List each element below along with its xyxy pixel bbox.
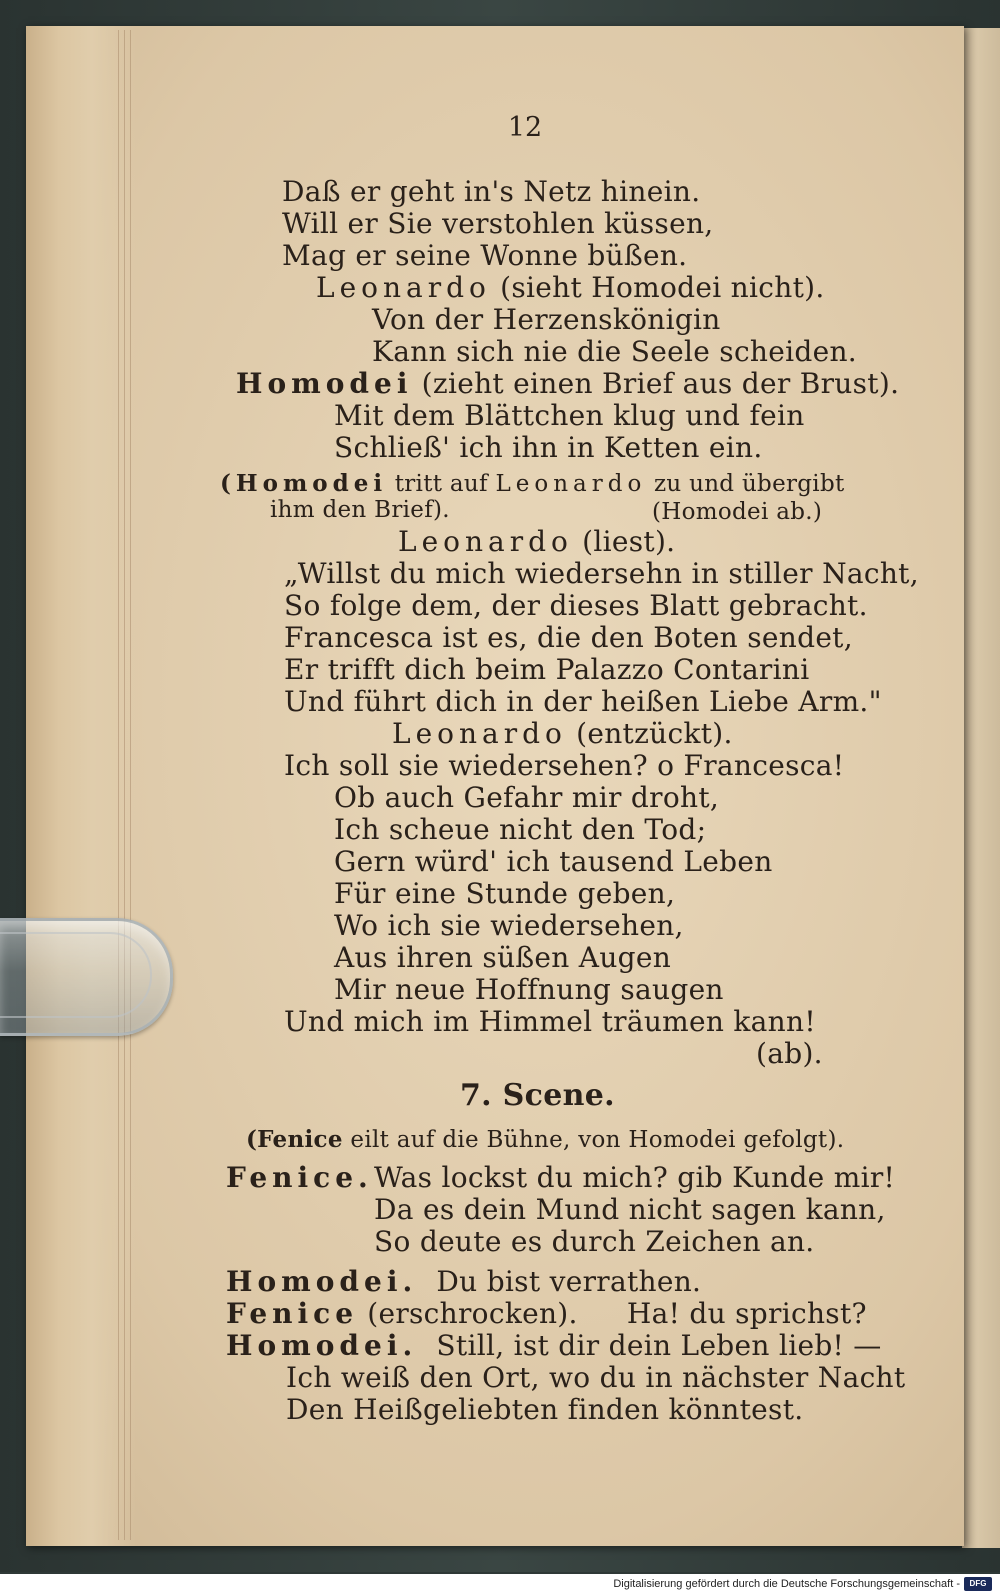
verse-line: Und führt dich in der heißen Liebe Arm.": [284, 685, 882, 718]
dialogue-line: [226, 1298, 867, 1330]
page-binding-shadow: [26, 26, 136, 1546]
speaker-name: Leonardo: [495, 471, 647, 497]
verse-line: Für eine Stunde geben,: [334, 877, 676, 910]
verse-line: So deute es durch Zeichen an.: [374, 1225, 815, 1258]
bookmark-clip-inner: [0, 932, 152, 1018]
stage-direction: (erschrocken).: [367, 1297, 578, 1330]
stage-direction-line: [246, 1124, 844, 1156]
adjacent-page-edge: [962, 28, 1000, 1548]
speaker-name: Homodei.: [226, 1329, 418, 1362]
stage-direction: eilt auf die Bühne, von Homodei gefolgt).: [350, 1127, 845, 1153]
digitization-footer: [0, 1574, 1000, 1596]
verse-line: Mag er seine Wonne büßen.: [282, 239, 688, 272]
speaker-name: Homodei: [236, 367, 413, 400]
speaker-name: Leonardo: [398, 525, 573, 558]
speaker-name: Homodei.: [226, 1265, 418, 1298]
stage-direction: (sieht Homodei nicht).: [500, 271, 825, 304]
stage-direction-line: ihm den Brief).: [270, 497, 450, 523]
page-edge-line: [118, 30, 119, 1540]
verse-line: Er trifft dich beim Palazzo Contarini: [284, 653, 810, 686]
verse-line: Was lockst du mich? gib Kunde mir!: [374, 1161, 896, 1194]
verse-line: „Willst du mich wiedersehn in stiller Nacht,: [284, 557, 919, 590]
stage-direction: tritt auf: [394, 471, 488, 497]
verse-line: Aus ihren süßen Augen: [334, 941, 672, 974]
footer-text: Digitalisierung gefördert durch die Deutsche Forschungsgemeinschaft -: [613, 1578, 960, 1590]
speaker-name: Leonardo: [392, 717, 567, 750]
page-edge-line: [130, 30, 131, 1540]
speaker-name: Fenice: [226, 1297, 359, 1330]
stage-direction: (liest).: [582, 525, 676, 558]
scene-heading: 7. Scene.: [460, 1078, 615, 1113]
dialogue-line: [226, 1266, 701, 1298]
verse-text: Ha! du sprichst?: [626, 1297, 867, 1330]
verse-text: Still, ist dir dein Leben lieb! —: [436, 1329, 882, 1362]
verse-text: Du bist verrathen.: [436, 1265, 702, 1298]
speaker-name: (Fenice: [246, 1126, 343, 1153]
stage-direction: zu und übergibt: [653, 471, 845, 497]
verse-line: Schließ' ich ihn in Ketten ein.: [334, 431, 763, 464]
speaker-name: Leonardo: [316, 271, 491, 304]
verse-line: Ich weiß den Ort, wo du in nächster Nacht: [286, 1361, 906, 1394]
verse-line: Ich scheue nicht den Tod;: [334, 813, 707, 846]
stage-direction-line: [236, 368, 899, 400]
verse-line: Den Heißgeliebten finden könntest.: [286, 1393, 804, 1426]
speaker-name: Fenice.: [226, 1161, 373, 1194]
stage-direction-line: (ab).: [756, 1037, 823, 1070]
verse-line: Mit dem Blättchen klug und fein: [334, 399, 805, 432]
stage-direction-line: [398, 526, 675, 558]
verse-line: Daß er geht in's Netz hinein.: [282, 175, 701, 208]
verse-line: Von der Herzenskönigin: [372, 303, 721, 336]
verse-line: Francesca ist es, die den Boten sendet,: [284, 621, 853, 654]
verse-line: Wo ich sie wiedersehen,: [334, 909, 684, 942]
verse-line: Will er Sie verstohlen küssen,: [282, 207, 714, 240]
page-edge-line: [124, 30, 125, 1540]
stage-direction-line: (Homodei ab.): [652, 499, 823, 525]
verse-line: Da es dein Mund nicht sagen kann,: [374, 1193, 886, 1226]
page-number: 12: [507, 112, 543, 143]
verse-line: Und mich im Himmel träumen kann!: [284, 1005, 816, 1038]
stage-direction: (entzückt).: [576, 717, 733, 750]
verse-line: Ich soll sie wiedersehen? o Francesca!: [284, 749, 845, 782]
stage-direction: (zieht einen Brief aus der Brust).: [421, 367, 900, 400]
verse-line: So folge dem, der dieses Blatt gebracht.: [284, 589, 868, 622]
verse-line: Ob auch Gefahr mir droht,: [334, 781, 720, 814]
stage-direction-line: [392, 718, 733, 750]
verse-line: Kann sich nie die Seele scheiden.: [372, 335, 858, 368]
verse-line: Gern würd' ich tausend Leben: [334, 845, 773, 878]
speaker-name: (Homodei: [220, 470, 388, 497]
dfg-logo: DFG: [964, 1577, 992, 1591]
stage-direction-line: [316, 272, 825, 304]
dialogue-line: [226, 1330, 882, 1362]
verse-line: Mir neue Hoffnung saugen: [334, 973, 724, 1006]
